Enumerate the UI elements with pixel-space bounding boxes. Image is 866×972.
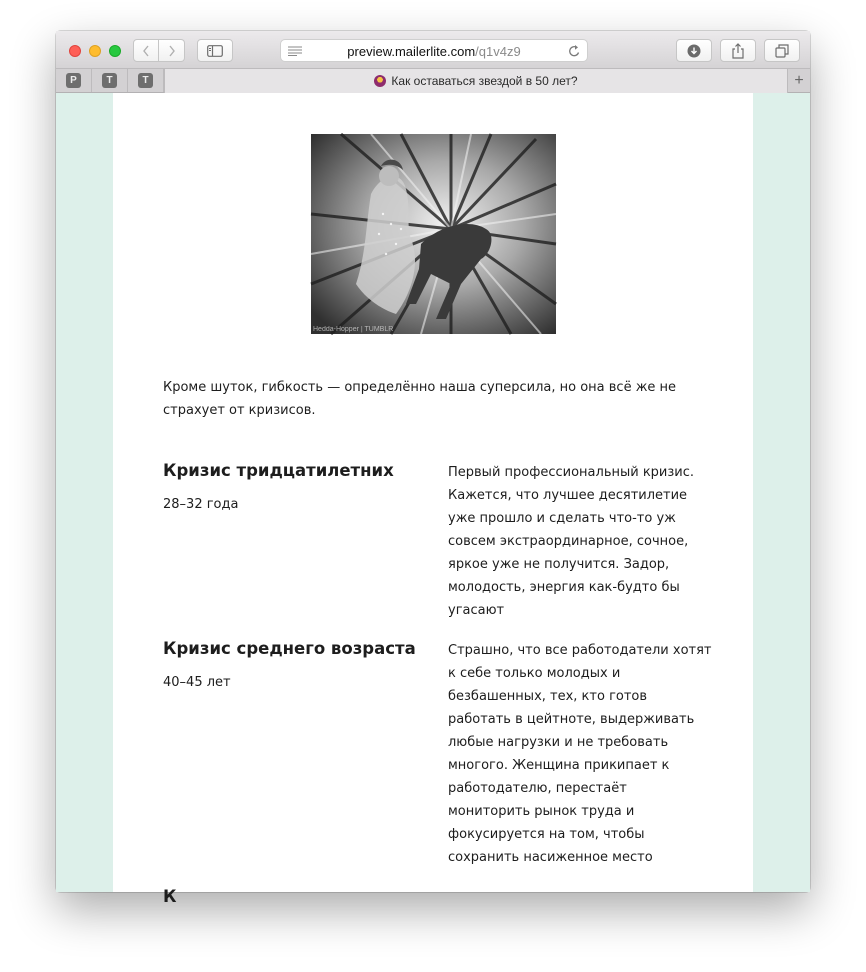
tab-bar (56, 69, 810, 93)
pinned-tab-3-icon: T (138, 73, 153, 88)
download-icon (687, 44, 701, 58)
crisis-description: Страшно, что все работодатели хотят к себе только молодых и безбашенных, тех, кто готов работать в цейтноте, выдерживать любые нагрузки и не требовать многого. Женщина прикипает к работодателю, перестаёт мониторить рынок труда и фокусируется на том, чтобы сохранить насиженное место (448, 643, 712, 865)
crisis-title: Кризис среднего возраста (163, 639, 416, 658)
show-all-tabs-button[interactable] (764, 39, 800, 62)
crisis-age: 40–45 лет (163, 675, 231, 690)
hero-gif (311, 134, 556, 334)
crisis-age: 28–32 года (163, 497, 239, 512)
close-window-button[interactable] (69, 45, 81, 57)
page-content[interactable] (56, 93, 810, 906)
address-bar[interactable] (280, 39, 588, 62)
chevron-left-icon (141, 44, 151, 58)
email-body (113, 93, 753, 906)
share-button[interactable] (720, 39, 756, 62)
new-tab-button[interactable]: + (794, 72, 804, 89)
url-text (281, 44, 587, 59)
forward-button[interactable] (159, 39, 185, 62)
pinned-tab-1-icon: P (66, 73, 81, 88)
intro-paragraph: Кроме шуток, гибкость — определённо наша суперсила, но она всё же не страхует от кризисов. (163, 380, 677, 418)
share-icon (731, 43, 745, 59)
pinned-tab-1[interactable] (56, 69, 92, 92)
url-path: /q1v4z9 (475, 44, 521, 59)
browser-toolbar (56, 31, 810, 69)
downloads-button[interactable] (676, 39, 712, 62)
tab-title: Как оставаться звездой в 50 лет? (391, 74, 578, 88)
pinned-tab-2[interactable] (92, 69, 128, 92)
reload-icon[interactable] (568, 44, 581, 58)
pinned-tab-2-icon: T (102, 73, 117, 88)
crisis-title: К (163, 887, 177, 906)
gif-watermark: Hedda-Hopper | TUMBLR (313, 326, 394, 333)
zoom-window-button[interactable] (109, 45, 121, 57)
back-button[interactable] (133, 39, 159, 62)
url-host: preview.mailerlite.com (347, 44, 476, 59)
carousel-image (311, 134, 556, 334)
crisis-description: Первый профессиональный кризис. Кажется, что лучшее десятилетие уже прошло и сделать что-то уж совсем экстраординарное, сочное, яркое уже не получится. Задор, молодость, энергия как-будто бы угасают (448, 465, 695, 618)
tabs-overview-icon (775, 44, 789, 58)
sidebar-icon (207, 45, 223, 57)
crisis-title: Кризис тридцатилетних (163, 461, 394, 480)
active-tab[interactable] (164, 69, 788, 93)
sidebar-toggle-button[interactable] (197, 39, 233, 62)
browser-window (56, 31, 810, 906)
minimize-window-button[interactable] (89, 45, 101, 57)
favicon-icon (374, 75, 386, 87)
pinned-tab-3[interactable] (128, 69, 164, 92)
chevron-right-icon (167, 44, 177, 58)
